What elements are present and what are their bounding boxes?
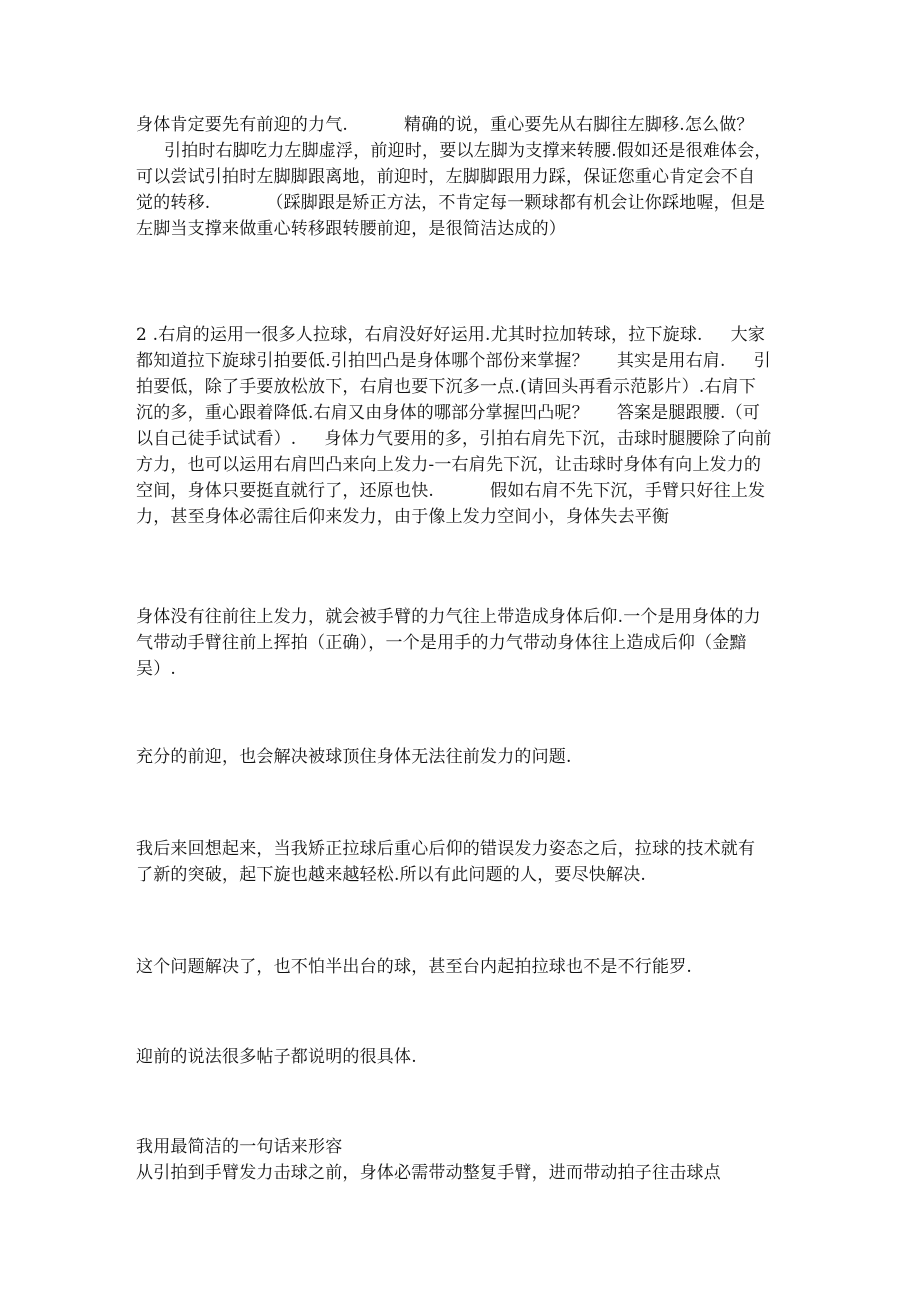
text-segment: 2 .右肩的运用一很多人拉球，右肩没好好运用.尤其时拉加转球，拉下旋球. (136, 325, 703, 345)
text-segment: 身体肯定要先有前迎的力气. (136, 115, 349, 135)
paragraph-half-long-ball: 这个问题解决了，也不怕半出台的球，甚至台内起拍拉球也不是不行能罗. (136, 957, 693, 977)
text-segment: （踩脚跟是矫正方法，不肯定每一颗球都有机会让你踩地喔，但是左脚当支撑来做重心转移跟转腰前迎，是很简洁达成的） (136, 193, 766, 239)
text-segment: 精确的说，重心要先从右脚往左脚移.怎么做？ (404, 115, 754, 135)
text-segment: 引拍时右脚吃力左脚虚浮，前迎时，要以左脚为支撑来转腰.假如还是很难体会，可以尝试引拍时左脚脚跟离地，前迎时，左脚脚跟用力踩，保证您重心肯定会不自觉的转移. (136, 141, 772, 213)
text-line: 我用最简洁的一句话来形容 (136, 1137, 343, 1157)
paragraph-body-lean-back: 身体没有往前往上发力，就会被手臂的力气往上带造成身体后仰.一个是用身体的力气带动手臂往前上挥拍（正确），一个是用手的力气带动身体往上造成后仰（金黯吴）. (136, 607, 761, 679)
paragraph-right-shoulder (136, 322, 772, 530)
text-segment: 身体力气要用的多，引拍右肩先下沉，击球时腿腰除了向前方力，也可以运用右肩凹凸来向上发力-一右肩先下沉，让击球时身体有向上发力的空间，身体只要挺直就行了，还原也快. (136, 429, 772, 501)
text-segment: 其实是用右肩. (616, 351, 726, 371)
paragraph-forward-posts: 迎前的说法很多帖子都说明的很具体. (136, 1047, 417, 1067)
paragraph-summary (136, 1134, 772, 1186)
paragraph-weight-shift (136, 112, 772, 242)
text-segment: 引拍要低，除了手要放松放下，右肩也要下沉多一点.(请回头再看示范影片）.右肩下沉的多，重心跟着降低.右肩又由身体的哪部分掌握凹凸呢？ (136, 351, 771, 423)
text-line: 从引拍到手臂发力击球之前，身体必需带动整复手臂，进而带动拍子往击球点 (136, 1163, 721, 1183)
paragraph-breakthrough: 我后来回想起来，当我矫正拉球后重心后仰的错误发力姿态之后，拉球的技术就有了新的突破，起下旋也越来越轻松.所以有此问题的人，要尽快解决. (136, 839, 756, 885)
text-segment: 答案是腿跟腰.（可以自己徒手试试看）. (136, 403, 761, 449)
paragraph-full-forward: 充分的前迎，也会解决被球顶住身体无法往前发力的问题. (136, 747, 572, 767)
text-segment: 大家都知道拉下旋球引拍要低.引拍凹凸是身体哪个部份来掌握？ (136, 325, 766, 371)
text-segment: 假如右肩不先下沉，手臂只好往上发力，甚至身体必需往后仰来发力，由于像上发力空间小，身体失去平衡 (136, 481, 766, 527)
